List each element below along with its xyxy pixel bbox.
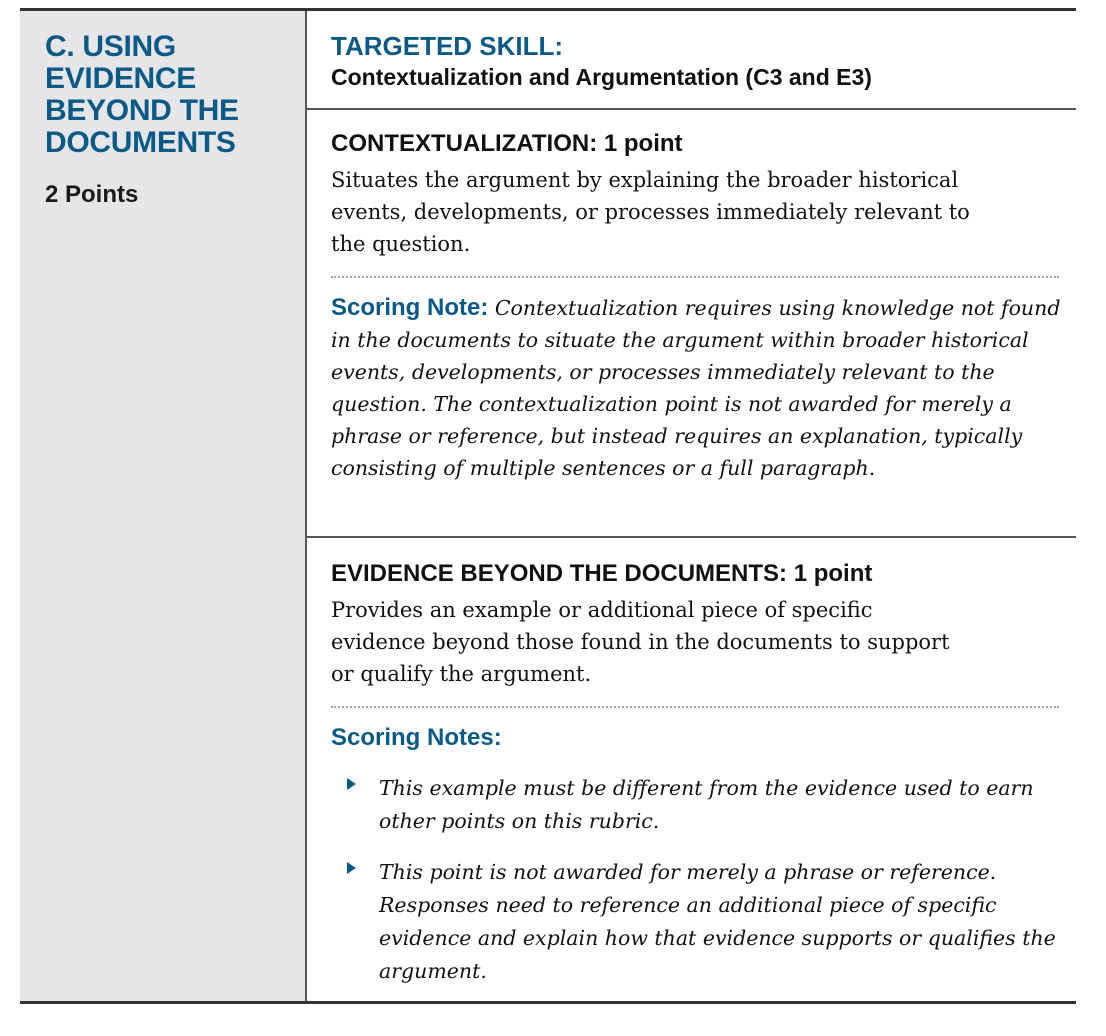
scoring-note-label: Scoring Note: — [331, 294, 489, 321]
triangle-bullet-icon — [347, 778, 356, 790]
scoring-note-item-text: This example must be different from the evidence used to earn other points on this rubric. — [379, 776, 1034, 833]
evidence-heading: EVIDENCE BEYOND THE DOCUMENTS: 1 point — [331, 560, 873, 587]
section-points: 2 Points — [45, 181, 139, 208]
list-item — [331, 856, 1059, 988]
evidence-description: Provides an example or additional piece of specific evidence beyond those found in the documents to support or qualify the argument. — [331, 598, 950, 686]
scoring-notes-list — [331, 772, 1062, 988]
targeted-skill-label: TARGETED SKILL: — [331, 31, 564, 61]
targeted-skill-box — [307, 11, 1076, 110]
dotted-divider — [331, 276, 1059, 278]
contextualization-description: Situates the argument by explaining the broader historical events, developments, or processes immediately relevant to the question. — [331, 168, 970, 256]
triangle-bullet-icon — [347, 862, 356, 874]
scoring-note-text: Contextualization requires using knowledge not found in the documents to situate the argument within broader historical events, developments, or processes immediately relevant to the question. The contextualization point is not awarded for merely a phrase or reference, but instead requires an explanation, typically consisting of multiple sentences or a full paragraph. — [331, 296, 1061, 480]
section-title: C. USING EVIDENCE BEYOND THE DOCUMENTS — [45, 30, 239, 159]
scoring-note-item-text: This point is not awarded for merely a phrase or reference. Responses need to reference an additional piece of specific evidence and explain how that evidence supports or qualifies the argument. — [379, 860, 1056, 983]
rubric-detail-panel — [307, 11, 1076, 1001]
dotted-divider — [331, 706, 1059, 708]
rubric-category-panel — [20, 11, 307, 1001]
contextualization-scoring-note — [331, 292, 1062, 484]
targeted-skill-value: Contextualization and Argumentation (C3 and E3) — [331, 64, 872, 90]
list-item — [331, 772, 1059, 838]
rubric-table — [20, 8, 1076, 1004]
contextualization-criterion — [307, 110, 1076, 538]
contextualization-heading: CONTEXTUALIZATION: 1 point — [331, 130, 683, 157]
evidence-criterion — [307, 538, 1076, 988]
scoring-notes-heading: Scoring Notes: — [331, 724, 502, 751]
